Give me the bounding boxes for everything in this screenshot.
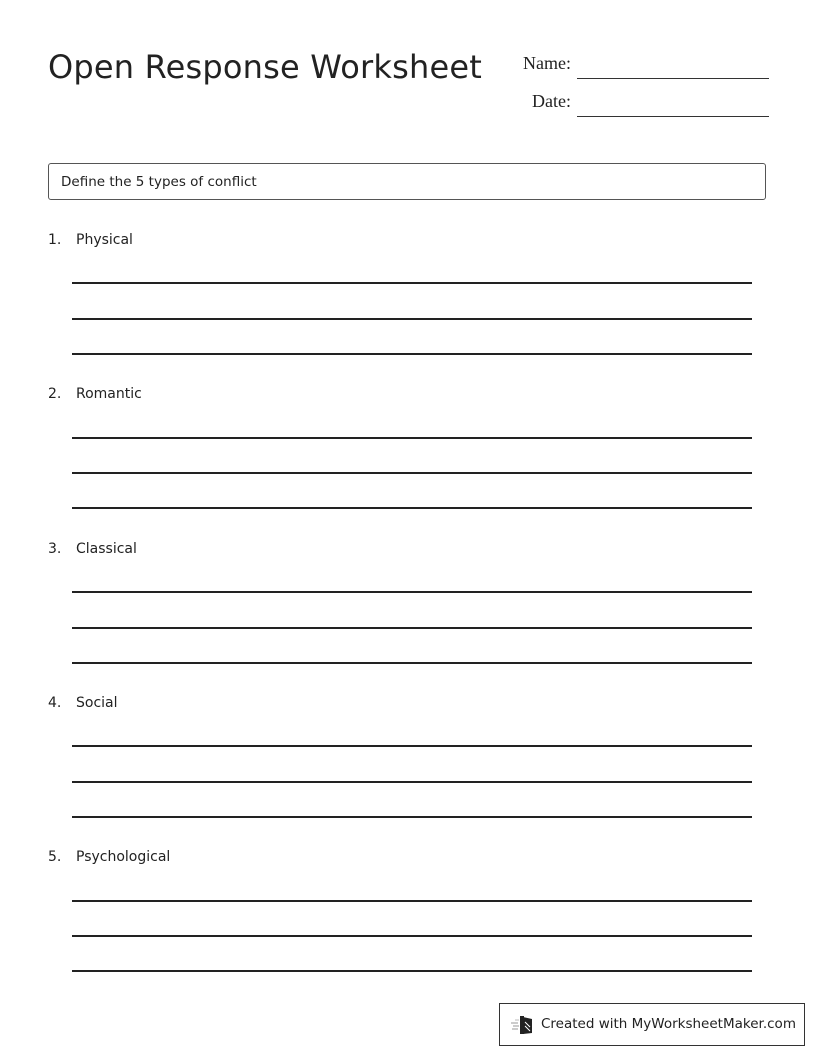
instructions-text: Define the 5 types of conflict — [61, 174, 257, 190]
question-label: Romantic — [76, 386, 142, 402]
question-number: 3. — [48, 541, 62, 557]
instructions-box — [48, 163, 766, 200]
footer-badge[interactable] — [499, 1003, 805, 1046]
answer-line[interactable] — [72, 627, 752, 629]
answer-line[interactable] — [72, 970, 752, 972]
name-label: Name: — [523, 53, 571, 73]
date-label: Date: — [532, 91, 571, 111]
answer-line[interactable] — [72, 437, 752, 439]
question-label: Classical — [76, 541, 137, 557]
answer-line[interactable] — [72, 282, 752, 284]
answer-line[interactable] — [72, 353, 752, 355]
answer-line[interactable] — [72, 900, 752, 902]
date-input-line[interactable] — [577, 116, 769, 117]
question-number: 5. — [48, 849, 62, 865]
footer-text: Created with MyWorksheetMaker.com — [541, 1016, 796, 1032]
worksheet-logo-icon — [510, 1014, 536, 1036]
answer-line[interactable] — [72, 591, 752, 593]
name-input-line[interactable] — [577, 78, 769, 79]
question-number: 4. — [48, 695, 62, 711]
name-field[interactable] — [505, 53, 769, 83]
question-label: Social — [76, 695, 118, 711]
answer-line[interactable] — [72, 745, 752, 747]
answer-line[interactable] — [72, 781, 752, 783]
date-field[interactable] — [505, 91, 769, 121]
answer-line[interactable] — [72, 662, 752, 664]
answer-line[interactable] — [72, 507, 752, 509]
answer-line[interactable] — [72, 472, 752, 474]
question-number: 2. — [48, 386, 62, 402]
question-label: Physical — [76, 232, 133, 248]
answer-line[interactable] — [72, 318, 752, 320]
answer-line[interactable] — [72, 935, 752, 937]
answer-line[interactable] — [72, 816, 752, 818]
page-title: Open Response Worksheet — [48, 48, 483, 86]
question-label: Psychological — [76, 849, 171, 865]
question-number: 1. — [48, 232, 62, 248]
